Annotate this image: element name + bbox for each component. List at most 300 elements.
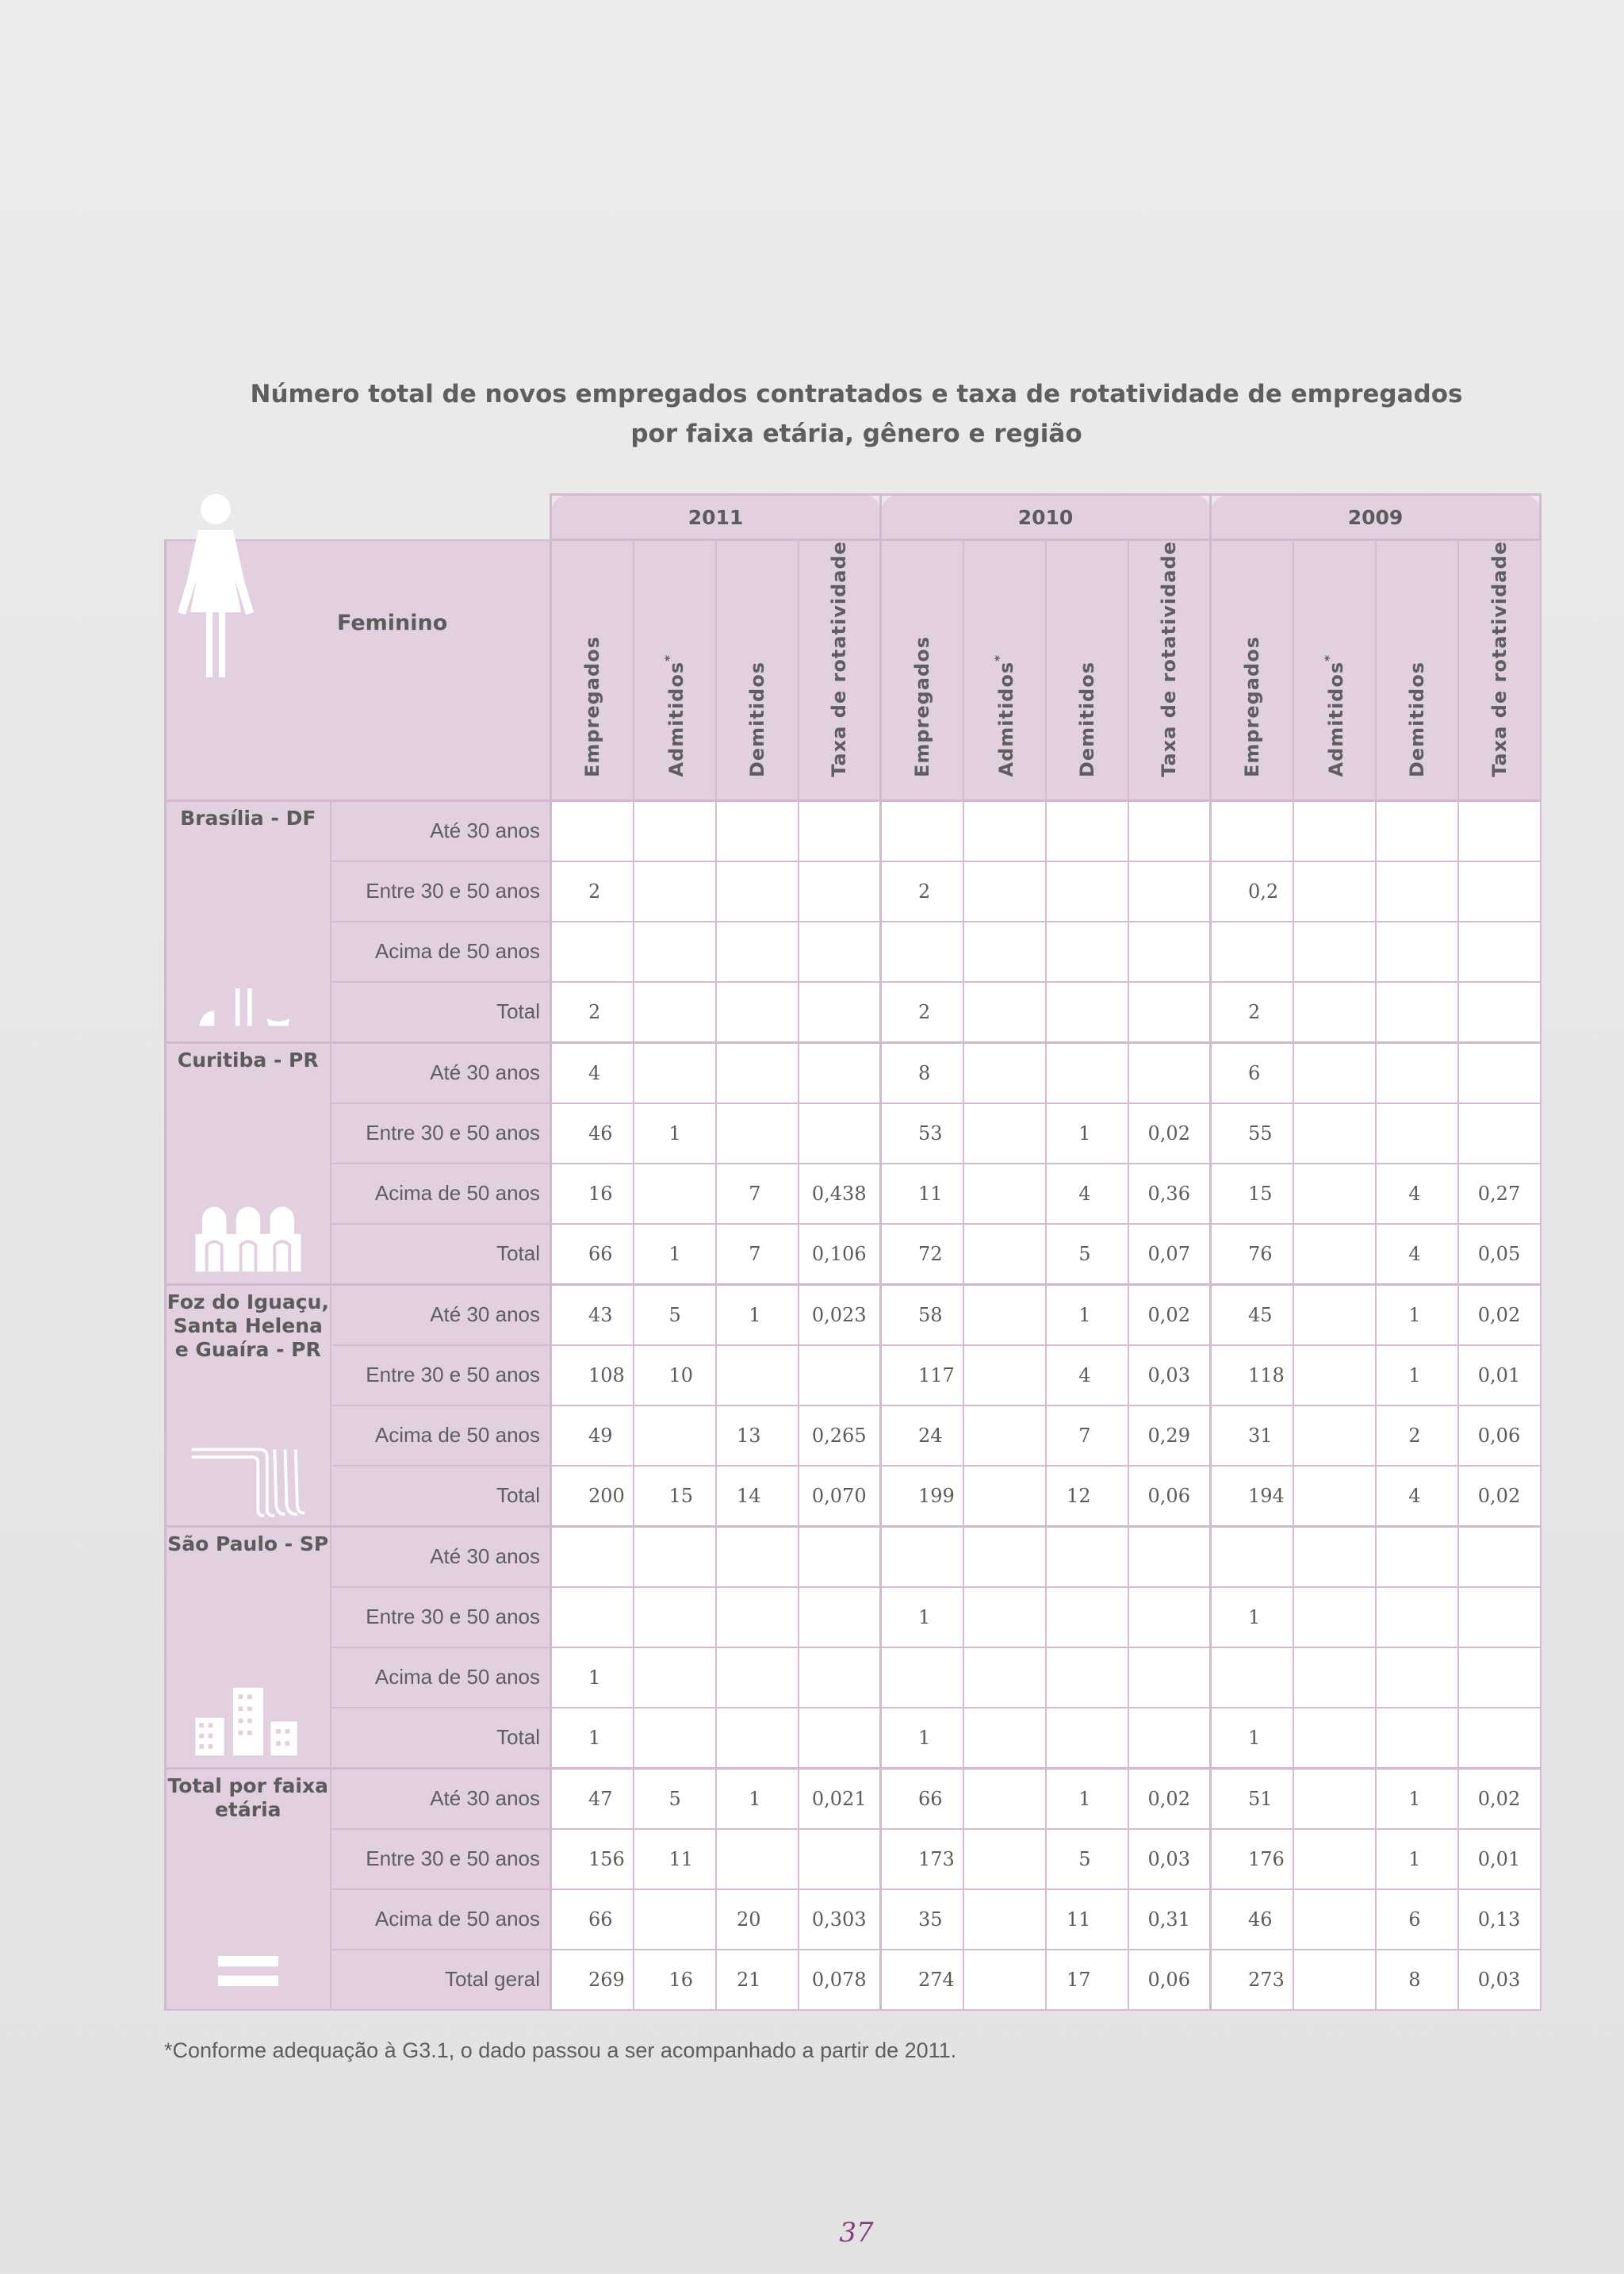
table-cell: 199 bbox=[881, 1466, 963, 1527]
table-cell: 156 bbox=[551, 1829, 634, 1889]
table-cell bbox=[634, 800, 716, 861]
age-label: Acima de 50 anos bbox=[331, 1889, 551, 1950]
table-cell: 0,05 bbox=[1458, 1224, 1541, 1285]
table-cell bbox=[1458, 861, 1541, 922]
table-row bbox=[166, 1164, 1541, 1224]
table-cell bbox=[1211, 1647, 1293, 1708]
table-cell bbox=[1293, 1768, 1376, 1829]
table-cell: 4 bbox=[1376, 1466, 1458, 1527]
table-cell bbox=[634, 1647, 716, 1708]
table-cell: 15 bbox=[634, 1466, 716, 1527]
table-cell bbox=[1376, 861, 1458, 922]
table-cell: 10 bbox=[634, 1345, 716, 1405]
table-cell bbox=[1046, 1042, 1128, 1103]
gender-header bbox=[166, 540, 551, 801]
age-label: Entre 30 e 50 anos bbox=[331, 1829, 551, 1889]
column-header-2009-2 bbox=[1293, 540, 1376, 801]
table-cell: 7 bbox=[716, 1224, 799, 1285]
table-cell bbox=[799, 1526, 881, 1587]
table-cell bbox=[1376, 982, 1458, 1043]
table-cell: 51 bbox=[1211, 1768, 1293, 1829]
table-cell: 173 bbox=[881, 1829, 963, 1889]
table-cell bbox=[799, 982, 881, 1043]
table-cell bbox=[1458, 982, 1541, 1043]
table-cell: 0,36 bbox=[1128, 1164, 1211, 1224]
column-header-2011-4 bbox=[799, 540, 881, 801]
table-cell bbox=[1046, 1647, 1128, 1708]
table-cell bbox=[1293, 1224, 1376, 1285]
table-cell bbox=[1293, 1950, 1376, 2010]
table-row bbox=[166, 1224, 1541, 1285]
table-cell: 4 bbox=[1376, 1224, 1458, 1285]
table-cell: 1 bbox=[1046, 1768, 1128, 1829]
table-cell: 0,02 bbox=[1128, 1103, 1211, 1164]
age-label: Total bbox=[331, 1708, 551, 1769]
column-header-2009-1 bbox=[1211, 540, 1293, 801]
column-header-2011-1 bbox=[551, 540, 634, 801]
age-label: Até 30 anos bbox=[331, 1284, 551, 1345]
table-cell: 269 bbox=[551, 1950, 634, 2010]
title-line-1: Número total de novos empregados contratados e taxa de rotatividade de empregados bbox=[250, 380, 1463, 408]
table-cell: 0,13 bbox=[1458, 1889, 1541, 1950]
table-cell bbox=[1376, 1103, 1458, 1164]
table-cell bbox=[963, 1889, 1046, 1950]
table-cell bbox=[963, 1345, 1046, 1405]
column-header-2010-2 bbox=[963, 540, 1046, 801]
age-label: Até 30 anos bbox=[331, 1042, 551, 1103]
year-header-row bbox=[166, 495, 1541, 540]
column-header-label: Demitidos bbox=[1405, 661, 1428, 777]
table-cell bbox=[1458, 1587, 1541, 1647]
table-cell: 4 bbox=[1046, 1345, 1128, 1405]
table-cell bbox=[634, 1889, 716, 1950]
table-cell bbox=[963, 1647, 1046, 1708]
table-cell: 1 bbox=[716, 1768, 799, 1829]
column-header-label: Empregados bbox=[910, 635, 933, 777]
table-row bbox=[166, 861, 1541, 922]
title-line-2: por faixa etária, gênero e região bbox=[630, 420, 1082, 448]
region-cell bbox=[166, 800, 331, 1042]
table-cell bbox=[799, 861, 881, 922]
table-cell: 31 bbox=[1211, 1405, 1293, 1466]
table-cell bbox=[799, 1042, 881, 1103]
year-header-2011: 2011 bbox=[551, 495, 881, 540]
brasilia-icon bbox=[189, 958, 308, 1033]
gender-label: Feminino bbox=[337, 610, 448, 635]
table-cell bbox=[1128, 982, 1211, 1043]
table-cell: 0,02 bbox=[1128, 1284, 1211, 1345]
table-cell bbox=[634, 982, 716, 1043]
region-cell bbox=[166, 1042, 331, 1284]
table-cell: 0,06 bbox=[1128, 1950, 1211, 2010]
table-cell bbox=[1293, 800, 1376, 861]
table-cell bbox=[1046, 922, 1128, 982]
column-header-2010-1 bbox=[881, 540, 963, 801]
table-cell bbox=[1376, 1042, 1458, 1103]
table-cell: 66 bbox=[551, 1889, 634, 1950]
table-cell: 2 bbox=[1376, 1405, 1458, 1466]
table-cell bbox=[634, 1164, 716, 1224]
table-cell bbox=[716, 1587, 799, 1647]
footnote: *Conforme adequação à G3.1, o dado passou a ser acompanhado a partir de 2011. bbox=[164, 2038, 957, 2062]
age-label: Até 30 anos bbox=[331, 800, 551, 861]
table-cell bbox=[799, 1345, 881, 1405]
age-label: Acima de 50 anos bbox=[331, 1405, 551, 1466]
table-cell bbox=[1046, 1526, 1128, 1587]
table-cell bbox=[799, 1103, 881, 1164]
table-row bbox=[166, 1345, 1541, 1405]
table-cell: 0,03 bbox=[1458, 1950, 1541, 2010]
table-cell bbox=[1046, 1587, 1128, 1647]
region-cell bbox=[166, 1768, 331, 2010]
table-cell bbox=[551, 1526, 634, 1587]
column-header-2011-3 bbox=[716, 540, 799, 801]
itaipu-icon bbox=[189, 1442, 308, 1517]
table-cell bbox=[881, 922, 963, 982]
table-cell bbox=[963, 1829, 1046, 1889]
table-cell bbox=[1458, 1708, 1541, 1769]
table-cell: 0,078 bbox=[799, 1950, 881, 2010]
table-cell bbox=[1458, 922, 1541, 982]
column-header-2010-4 bbox=[1128, 540, 1211, 801]
table-cell bbox=[1211, 922, 1293, 982]
table-cell: 194 bbox=[1211, 1466, 1293, 1527]
table-cell bbox=[963, 1164, 1046, 1224]
table-row bbox=[166, 982, 1541, 1043]
table-row bbox=[166, 1647, 1541, 1708]
table-cell: 1 bbox=[1376, 1768, 1458, 1829]
table-cell: 43 bbox=[551, 1284, 634, 1345]
column-header-label: Taxa de rotatividade bbox=[828, 541, 851, 777]
table-cell bbox=[716, 1829, 799, 1889]
table-cell bbox=[799, 1647, 881, 1708]
column-header-label: Taxa de rotatividade bbox=[1158, 541, 1181, 777]
age-label: Total geral bbox=[331, 1950, 551, 2010]
age-label: Total bbox=[331, 1466, 551, 1527]
table-cell bbox=[716, 1103, 799, 1164]
table-cell: 49 bbox=[551, 1405, 634, 1466]
table-cell: 66 bbox=[881, 1768, 963, 1829]
table-cell: 4 bbox=[551, 1042, 634, 1103]
table-cell: 1 bbox=[551, 1647, 634, 1708]
table-cell: 6 bbox=[1211, 1042, 1293, 1103]
table-cell: 108 bbox=[551, 1345, 634, 1405]
table-row bbox=[166, 1042, 1541, 1103]
table-cell: 11 bbox=[634, 1829, 716, 1889]
table-cell: 2 bbox=[881, 861, 963, 922]
table-cell: 1 bbox=[1211, 1587, 1293, 1647]
table-cell bbox=[799, 922, 881, 982]
table-cell: 15 bbox=[1211, 1164, 1293, 1224]
column-header-2010-3 bbox=[1046, 540, 1128, 801]
table-cell bbox=[1376, 1587, 1458, 1647]
table-cell bbox=[1376, 1647, 1458, 1708]
age-label: Entre 30 e 50 anos bbox=[331, 1587, 551, 1647]
table-cell bbox=[1376, 922, 1458, 982]
table-cell bbox=[1376, 1708, 1458, 1769]
curitiba-icon bbox=[189, 1200, 308, 1275]
table-cell: 5 bbox=[1046, 1224, 1128, 1285]
table-cell: 1 bbox=[881, 1587, 963, 1647]
table-cell bbox=[1293, 1345, 1376, 1405]
table-cell bbox=[634, 1708, 716, 1769]
table-cell: 0,31 bbox=[1128, 1889, 1211, 1950]
column-header-2009-4 bbox=[1458, 540, 1541, 801]
table-cell: 0,070 bbox=[799, 1466, 881, 1527]
table-cell: 1 bbox=[1376, 1829, 1458, 1889]
table-cell bbox=[1293, 1587, 1376, 1647]
table-cell bbox=[881, 800, 963, 861]
table-row bbox=[166, 1829, 1541, 1889]
table-cell: 1 bbox=[634, 1103, 716, 1164]
table-cell bbox=[1046, 800, 1128, 861]
buildings-icon bbox=[189, 1684, 308, 1759]
table-cell: 0,02 bbox=[1458, 1768, 1541, 1829]
table-cell: 0,03 bbox=[1128, 1345, 1211, 1405]
table-cell bbox=[551, 922, 634, 982]
table-cell: 117 bbox=[881, 1345, 963, 1405]
table-cell: 1 bbox=[1046, 1103, 1128, 1164]
table-row bbox=[166, 1889, 1541, 1950]
table-cell bbox=[963, 800, 1046, 861]
table-cell: 0,265 bbox=[799, 1405, 881, 1466]
column-header-label: Demitidos bbox=[745, 661, 768, 777]
table-cell: 118 bbox=[1211, 1345, 1293, 1405]
table-cell bbox=[1128, 800, 1211, 861]
table-cell: 0,27 bbox=[1458, 1164, 1541, 1224]
table-cell bbox=[963, 1466, 1046, 1527]
age-label: Entre 30 e 50 anos bbox=[331, 861, 551, 922]
table-cell: 72 bbox=[881, 1224, 963, 1285]
table-cell bbox=[551, 800, 634, 861]
table-cell: 16 bbox=[634, 1950, 716, 2010]
table-cell bbox=[1293, 861, 1376, 922]
table-cell: 47 bbox=[551, 1768, 634, 1829]
region-name: Total por faixa etária bbox=[167, 1774, 328, 1821]
year-header-2009: 2009 bbox=[1211, 495, 1541, 540]
table-cell: 5 bbox=[1046, 1829, 1128, 1889]
table-row bbox=[166, 1587, 1541, 1647]
table-cell bbox=[963, 1405, 1046, 1466]
table-cell: 5 bbox=[634, 1768, 716, 1829]
table-cell: 1 bbox=[551, 1708, 634, 1769]
table-cell bbox=[716, 1042, 799, 1103]
table-cell bbox=[1211, 800, 1293, 861]
table-cell bbox=[1128, 1526, 1211, 1587]
table-cell: 0,01 bbox=[1458, 1345, 1541, 1405]
table-cell bbox=[1458, 1647, 1541, 1708]
table-cell bbox=[799, 800, 881, 861]
table-cell bbox=[1293, 1829, 1376, 1889]
table-cell bbox=[1458, 1103, 1541, 1164]
table-cell: 12 bbox=[1046, 1466, 1128, 1527]
table-cell: 0,07 bbox=[1128, 1224, 1211, 1285]
table-cell: 0,02 bbox=[1458, 1284, 1541, 1345]
column-header-row bbox=[166, 540, 1541, 801]
table-cell bbox=[1293, 1405, 1376, 1466]
table-cell bbox=[716, 1708, 799, 1769]
region-name: Curitiba - PR bbox=[177, 1048, 319, 1072]
table-cell bbox=[963, 922, 1046, 982]
table-cell bbox=[1458, 1526, 1541, 1587]
table-cell: 17 bbox=[1046, 1950, 1128, 2010]
table-cell: 0,438 bbox=[799, 1164, 881, 1224]
region-name: São Paulo - SP bbox=[167, 1532, 329, 1555]
region-cell bbox=[166, 1526, 331, 1768]
table-cell: 7 bbox=[1046, 1405, 1128, 1466]
table-cell: 0,02 bbox=[1128, 1768, 1211, 1829]
table-cell: 0,06 bbox=[1128, 1466, 1211, 1527]
year-header-2010: 2010 bbox=[881, 495, 1211, 540]
table-cell bbox=[963, 1042, 1046, 1103]
table-cell bbox=[963, 982, 1046, 1043]
table-cell: 20 bbox=[716, 1889, 799, 1950]
table-cell bbox=[963, 1103, 1046, 1164]
age-label: Acima de 50 anos bbox=[331, 922, 551, 982]
table-cell bbox=[716, 1345, 799, 1405]
table-cell: 13 bbox=[716, 1405, 799, 1466]
table-cell: 1 bbox=[1046, 1284, 1128, 1345]
table-cell bbox=[1128, 922, 1211, 982]
table-row bbox=[166, 1768, 1541, 1829]
table-cell: 1 bbox=[1211, 1708, 1293, 1769]
table-cell bbox=[1128, 1587, 1211, 1647]
age-label: Total bbox=[331, 1224, 551, 1285]
table-cell bbox=[1293, 982, 1376, 1043]
table-cell: 11 bbox=[881, 1164, 963, 1224]
table-cell bbox=[634, 861, 716, 922]
table-cell: 1 bbox=[634, 1224, 716, 1285]
table-cell: 21 bbox=[716, 1950, 799, 2010]
table-cell: 8 bbox=[881, 1042, 963, 1103]
table-cell bbox=[963, 861, 1046, 922]
table-cell: 45 bbox=[1211, 1284, 1293, 1345]
table-cell: 2 bbox=[1211, 982, 1293, 1043]
table-cell: 24 bbox=[881, 1405, 963, 1466]
data-table bbox=[164, 493, 1542, 2011]
table-cell bbox=[716, 982, 799, 1043]
table-cell: 66 bbox=[551, 1224, 634, 1285]
equals-icon bbox=[189, 1926, 308, 2001]
column-header-label: Admitidos* bbox=[991, 654, 1017, 777]
age-label: Total bbox=[331, 982, 551, 1043]
table-cell: 55 bbox=[1211, 1103, 1293, 1164]
table-cell bbox=[634, 1526, 716, 1587]
table-body bbox=[166, 800, 1541, 2010]
column-header-label: Demitidos bbox=[1075, 661, 1098, 777]
table-cell bbox=[1458, 1042, 1541, 1103]
table-cell: 76 bbox=[1211, 1224, 1293, 1285]
table-cell bbox=[1128, 1042, 1211, 1103]
table-cell bbox=[963, 1708, 1046, 1769]
table-cell bbox=[716, 861, 799, 922]
region-name: Brasília - DF bbox=[180, 806, 316, 830]
table-cell bbox=[634, 922, 716, 982]
table-cell: 0,106 bbox=[799, 1224, 881, 1285]
table-cell bbox=[716, 800, 799, 861]
table-row bbox=[166, 1526, 1541, 1587]
table-cell: 274 bbox=[881, 1950, 963, 2010]
table-cell bbox=[551, 1587, 634, 1647]
age-label: Até 30 anos bbox=[331, 1768, 551, 1829]
table-cell bbox=[963, 1950, 1046, 2010]
table-cell: 11 bbox=[1046, 1889, 1128, 1950]
table-row bbox=[166, 1466, 1541, 1527]
table-row bbox=[166, 800, 1541, 861]
table-cell bbox=[1293, 1042, 1376, 1103]
table-cell: 7 bbox=[716, 1164, 799, 1224]
table-cell bbox=[1293, 922, 1376, 982]
table-row bbox=[166, 1284, 1541, 1345]
age-label: Entre 30 e 50 anos bbox=[331, 1345, 551, 1405]
table-row bbox=[166, 1103, 1541, 1164]
table-cell bbox=[963, 1587, 1046, 1647]
age-label: Acima de 50 anos bbox=[331, 1647, 551, 1708]
table-cell: 0,023 bbox=[799, 1284, 881, 1345]
age-label: Até 30 anos bbox=[331, 1526, 551, 1587]
table-title bbox=[0, 374, 1624, 454]
age-label: Acima de 50 anos bbox=[331, 1164, 551, 1224]
table-cell bbox=[634, 1042, 716, 1103]
woman-icon bbox=[168, 493, 263, 684]
table-cell bbox=[963, 1284, 1046, 1345]
table-cell bbox=[799, 1829, 881, 1889]
table-cell bbox=[1293, 1647, 1376, 1708]
table-cell bbox=[1046, 861, 1128, 922]
column-header-label: Taxa de rotatividade bbox=[1488, 541, 1511, 777]
table-cell: 176 bbox=[1211, 1829, 1293, 1889]
age-label: Entre 30 e 50 anos bbox=[331, 1103, 551, 1164]
table-cell: 273 bbox=[1211, 1950, 1293, 2010]
table-cell: 0,02 bbox=[1458, 1466, 1541, 1527]
table-cell: 5 bbox=[634, 1284, 716, 1345]
table-cell bbox=[716, 1526, 799, 1587]
table-cell bbox=[716, 922, 799, 982]
table-cell: 2 bbox=[551, 982, 634, 1043]
table-cell bbox=[881, 1647, 963, 1708]
table-cell bbox=[1046, 1708, 1128, 1769]
table-cell: 0,303 bbox=[799, 1889, 881, 1950]
table-cell bbox=[963, 1526, 1046, 1587]
table-cell bbox=[634, 1587, 716, 1647]
table-cell: 200 bbox=[551, 1466, 634, 1527]
table-cell bbox=[1376, 800, 1458, 861]
table-cell: 1 bbox=[881, 1708, 963, 1769]
table-cell: 16 bbox=[551, 1164, 634, 1224]
table-cell: 14 bbox=[716, 1466, 799, 1527]
table-cell bbox=[1293, 1889, 1376, 1950]
table-cell: 1 bbox=[716, 1284, 799, 1345]
page-number: 37 bbox=[839, 2217, 874, 2249]
table-cell bbox=[1376, 1526, 1458, 1587]
table-cell bbox=[799, 1708, 881, 1769]
table-cell bbox=[1128, 1647, 1211, 1708]
table-row bbox=[166, 922, 1541, 982]
table-cell: 2 bbox=[551, 861, 634, 922]
table-cell bbox=[1293, 1103, 1376, 1164]
table-cell: 0,29 bbox=[1128, 1405, 1211, 1466]
table-cell: 0,03 bbox=[1128, 1829, 1211, 1889]
table-cell: 0,01 bbox=[1458, 1829, 1541, 1889]
column-header-label: Admitidos* bbox=[1321, 654, 1347, 777]
table-cell: 53 bbox=[881, 1103, 963, 1164]
table-cell bbox=[963, 1224, 1046, 1285]
table-cell bbox=[881, 1526, 963, 1587]
table-cell: 58 bbox=[881, 1284, 963, 1345]
table-cell bbox=[716, 1647, 799, 1708]
column-header-label: Empregados bbox=[1240, 635, 1263, 777]
column-header-2011-2 bbox=[634, 540, 716, 801]
